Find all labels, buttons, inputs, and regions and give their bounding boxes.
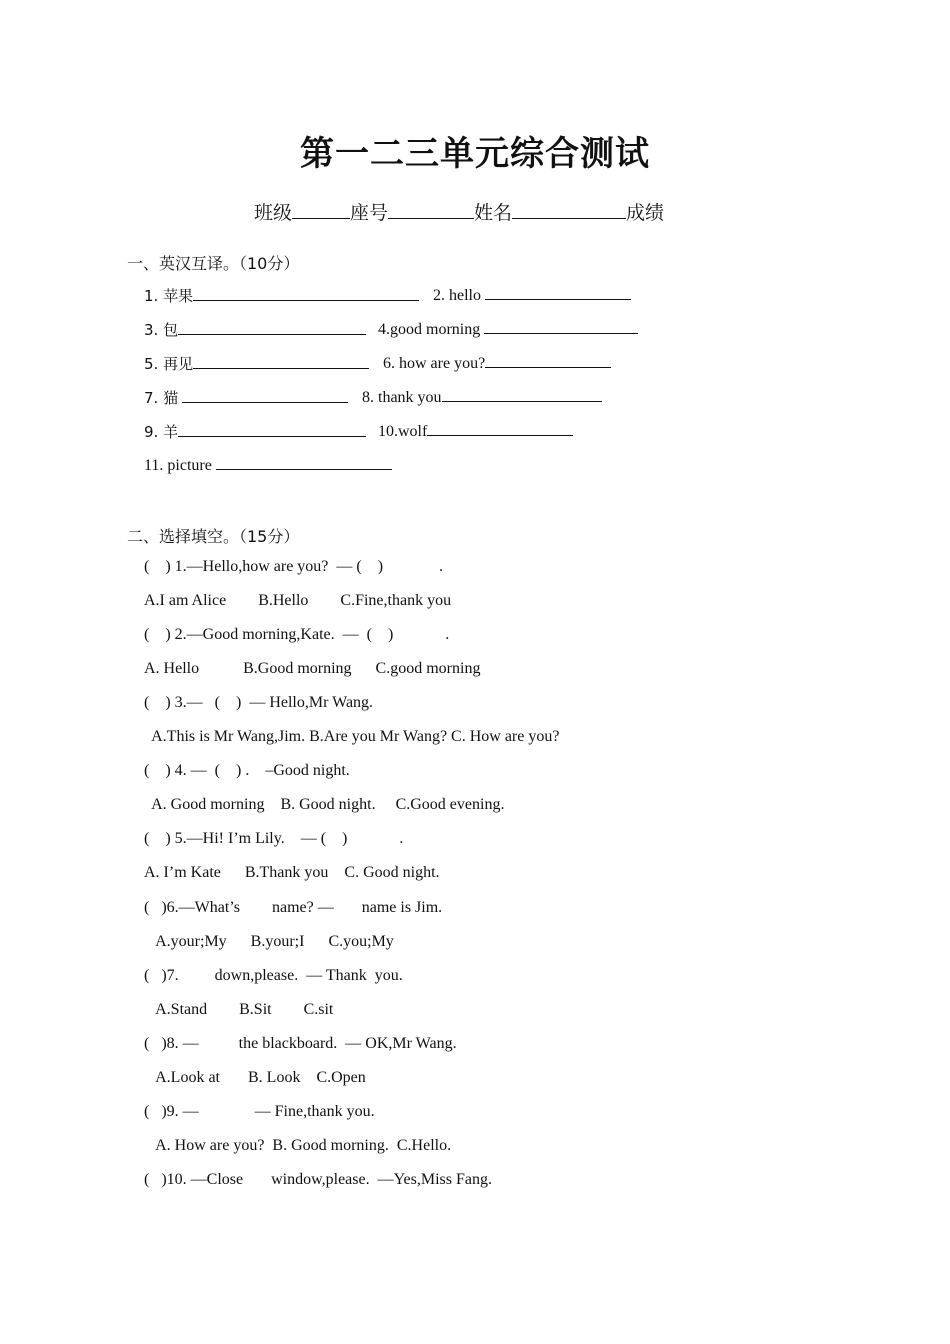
translate-item-3: 3. 包: [144, 319, 366, 340]
translate-item-1: 1. 苹果: [144, 285, 419, 306]
options-line: A.Look at B. Look C.Open: [144, 1069, 366, 1086]
options-line: A. How are you? B. Good morning. C.Hello.: [144, 1137, 452, 1154]
answer-blank[interactable]: [442, 387, 602, 402]
class-blank[interactable]: [292, 200, 350, 219]
student-info-line: [0, 198, 918, 225]
translate-item-10: 10.wolf: [378, 421, 573, 441]
question-line: ( )8. — the blackboard. — OK,Mr Wang.: [144, 1035, 457, 1052]
options-line: A.This is Mr Wang,Jim. B.Are you Mr Wang? C. How are you?: [144, 728, 560, 745]
answer-blank[interactable]: [427, 421, 573, 436]
question-line: ( ) 1.—Hello,how are you? — ( ) .: [144, 558, 444, 575]
answer-blank[interactable]: [485, 285, 631, 300]
answer-blank[interactable]: [193, 286, 419, 301]
question-line: ( )7. down,please. — Thank you.: [144, 967, 403, 984]
translate-item-11: 11. picture: [144, 455, 392, 475]
translate-item-4: 4.good morning: [378, 319, 638, 339]
question-line: ( ) 2.—Good morning,Kate. — ( ) .: [144, 626, 450, 643]
answer-blank[interactable]: [216, 455, 392, 470]
translate-item-8: 8. thank you: [362, 387, 602, 407]
translate-item-7: 7. 猫: [144, 387, 348, 408]
answer-blank[interactable]: [178, 422, 366, 437]
question-line: ( )9. — — Fine,thank you.: [144, 1103, 375, 1120]
question-line: ( ) 5.—Hi! I’m Lily. — ( ) .: [144, 830, 404, 847]
answer-blank[interactable]: [193, 354, 369, 369]
section2-heading: 二、选择填空。（15分）: [127, 527, 300, 546]
options-line: A. Good morning B. Good night. C.Good evening.: [144, 796, 505, 813]
answer-blank[interactable]: [178, 320, 366, 335]
question-line: ( )10. —Close window,please. —Yes,Miss Fang.: [144, 1171, 492, 1188]
translate-item-6: 6. how are you?: [383, 353, 611, 373]
name-label: 姓名: [474, 202, 513, 224]
translate-item-2: 2. hello: [433, 285, 631, 305]
answer-blank[interactable]: [485, 353, 611, 368]
question-line: ( )6.—What’s name? — name is Jim.: [144, 899, 443, 916]
options-line: A.Stand B.Sit C.sit: [144, 1001, 334, 1018]
question-line: ( ) 4. — ( ) . –Good night.: [144, 762, 350, 779]
options-line: A.I am Alice B.Hello C.Fine,thank you: [144, 592, 452, 609]
options-line: A. Hello B.Good morning C.good morning: [144, 660, 481, 677]
name-blank[interactable]: [512, 200, 626, 219]
options-line: A.your;My B.your;I C.you;My: [144, 933, 394, 950]
answer-blank[interactable]: [182, 388, 348, 403]
score-label: 成绩: [626, 202, 665, 224]
section1-heading: 一、英汉互译。（10分）: [127, 254, 300, 273]
options-line: A. I’m Kate B.Thank you C. Good night.: [144, 864, 440, 881]
seat-blank[interactable]: [388, 200, 474, 219]
question-line: ( ) 3.— ( ) — Hello,Mr Wang.: [144, 694, 374, 711]
translate-item-5: 5. 再见: [144, 353, 369, 374]
answer-blank[interactable]: [484, 319, 638, 334]
class-label: 班级: [253, 202, 292, 224]
seat-label: 座号: [349, 202, 388, 224]
translate-item-9: 9. 羊: [144, 421, 366, 442]
page-title: 第一二三单元综合测试: [300, 134, 650, 174]
